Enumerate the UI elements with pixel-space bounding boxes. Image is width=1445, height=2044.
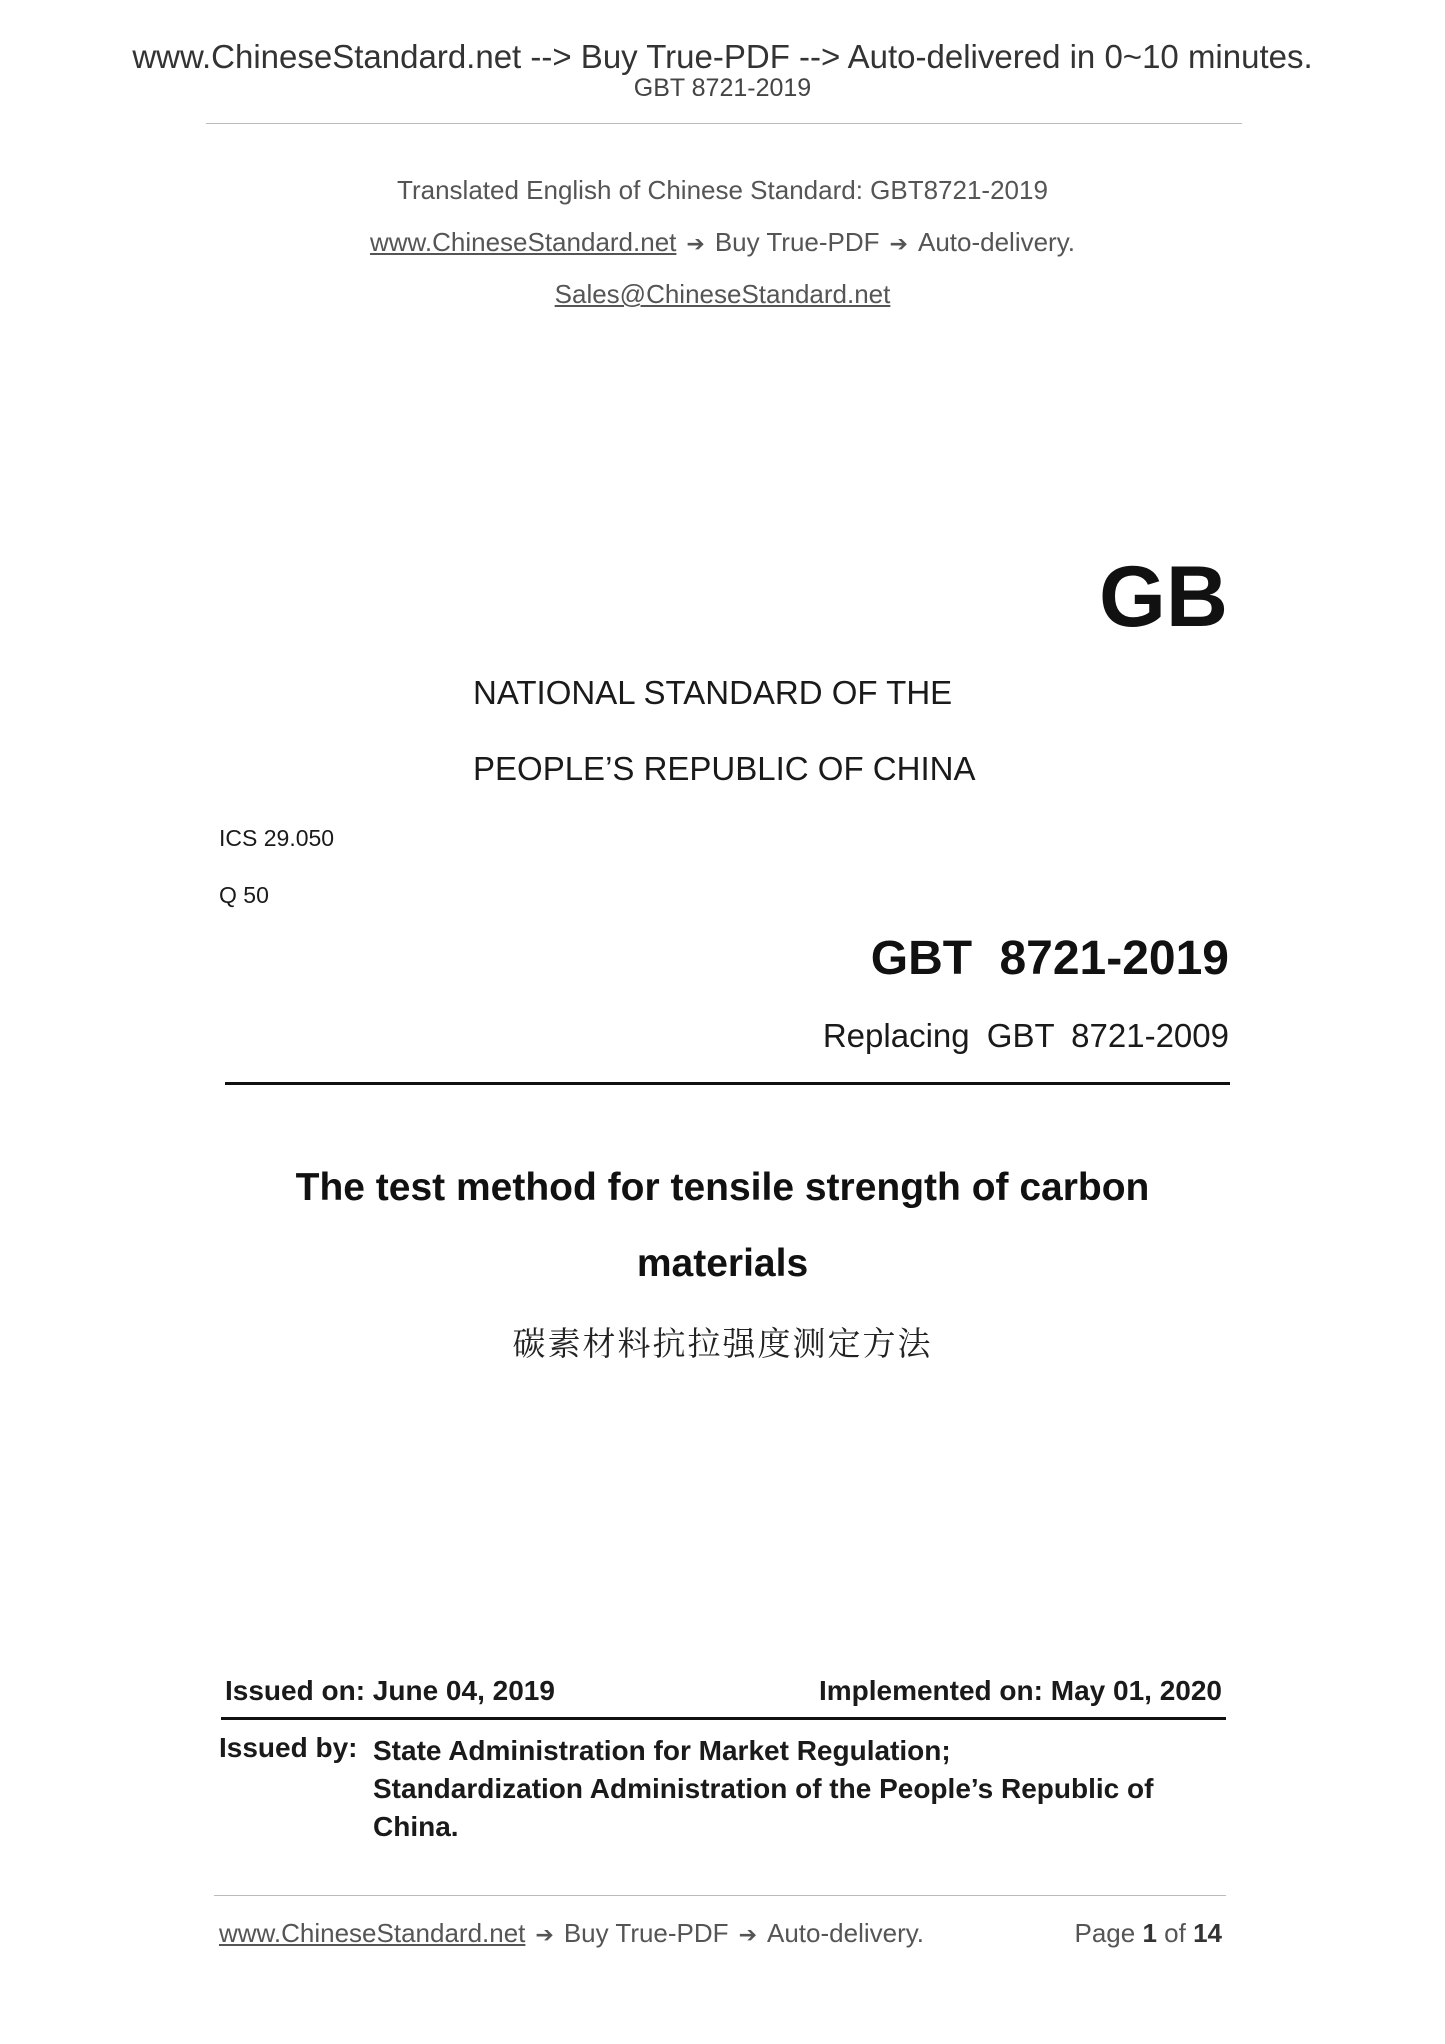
- footer-site-link[interactable]: www.ChineseStandard.net: [219, 1918, 526, 1948]
- header-divider: [206, 123, 1242, 124]
- document-title-line1: The test method for tensile strength of carbon: [295, 1166, 1150, 1209]
- gb-mark: GB: [1099, 549, 1228, 645]
- page-current: 1: [1142, 1918, 1157, 1948]
- header-doc-id: GBT 8721-2019: [633, 74, 812, 102]
- q-code: Q 50: [219, 882, 269, 908]
- standard-number: GBT 8721-2019: [870, 932, 1229, 985]
- arrow-right-icon: ➔: [535, 1923, 554, 1948]
- auto-delivery-text: Auto-delivery.: [917, 227, 1076, 257]
- issued-by-authorities: [373, 1732, 1213, 1846]
- implemented-on: Implemented on: May 01, 2020: [818, 1675, 1222, 1706]
- issuer-1: State Administration for Market Regulation;: [373, 1735, 951, 1766]
- footer-auto-text: Auto-delivery.: [767, 1918, 925, 1948]
- page-label: Page: [1074, 1918, 1136, 1948]
- footer-buy-text: Buy True-PDF: [563, 1918, 729, 1948]
- header-banner: www.ChineseStandard.net --> Buy True-PDF --> Auto-delivered in 0~10 minutes.: [132, 38, 1313, 75]
- issued-by-label: Issued by:: [219, 1732, 358, 1763]
- page-total: 14: [1193, 1918, 1222, 1948]
- intro-buy-line: [0, 227, 1445, 258]
- issuer-2: Standardization Administration of the People’s Republic of: [373, 1773, 1154, 1804]
- issuer-2-cont: China.: [373, 1811, 459, 1842]
- page-indicator: [1074, 1918, 1222, 1949]
- footer-divider: [214, 1895, 1226, 1896]
- title-divider: [225, 1082, 1230, 1085]
- ics-code: ICS 29.050: [219, 825, 335, 851]
- document-title-line2: materials: [636, 1242, 809, 1285]
- issued-on: Issued on: June 04, 2019: [225, 1675, 555, 1706]
- document-title-chinese: 碳素材料抗拉强度测定方法: [512, 1324, 933, 1363]
- national-standard-line2: PEOPLE’S REPUBLIC OF CHINA: [473, 750, 976, 787]
- buy-text: Buy True-PDF: [714, 227, 880, 257]
- translated-note: Translated English of Chinese Standard: GBT8721-2019: [397, 175, 1048, 205]
- arrow-right-icon: ➔: [738, 1923, 757, 1948]
- site-link[interactable]: www.ChineseStandard.net: [369, 227, 677, 257]
- replacing-note: Replacing GBT 8721-2009: [822, 1017, 1229, 1054]
- footer-buy-line: [219, 1918, 924, 1949]
- national-standard-line1: NATIONAL STANDARD OF THE: [473, 674, 953, 711]
- email-link[interactable]: Sales@ChineseStandard.net: [554, 279, 891, 309]
- of-label: of: [1164, 1918, 1186, 1948]
- arrow-right-icon: ➔: [686, 232, 705, 257]
- arrow-right-icon: ➔: [889, 232, 908, 257]
- issue-divider: [221, 1717, 1226, 1720]
- email-line: [0, 279, 1445, 310]
